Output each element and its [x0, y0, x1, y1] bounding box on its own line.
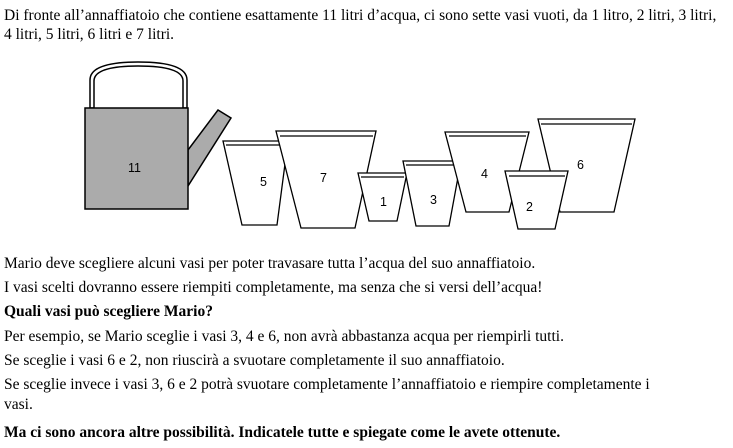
example-3-line-2: vasi. — [4, 396, 33, 413]
vase-5 — [223, 141, 288, 225]
vase-2 — [505, 171, 568, 229]
final-instruction: Ma ci sono ancora altre possibilità. Indicatele tutte e spiegate come le avete ottenute. — [4, 424, 561, 441]
vase-3-label: 3 — [430, 193, 437, 207]
watering-can-and-vases-illustration — [0, 55, 733, 245]
watering-can-label: 11 — [128, 161, 141, 175]
vase-4-label: 4 — [481, 167, 488, 181]
watering-can — [85, 62, 231, 209]
intro-text: Di fronte all’annaffiatoio che contiene esattamente 11 litri d’acqua, ci sono sette vasi vuoti, da 1 litro, 2 litri, 3 litri, 4 litri, 5 litri, 6 litri e 7 litri. — [4, 7, 717, 43]
paragraph-2: I vasi scelti dovranno essere riempiti completamente, ma senza che si versi dell’acqua! — [4, 279, 543, 296]
vase-7-label: 7 — [320, 171, 327, 185]
vase-6-label: 6 — [577, 158, 584, 172]
example-2: Se sceglie i vasi 6 e 2, non riuscirà a svuotare completamente il suo annaffiatoio. — [4, 352, 505, 369]
paragraph-1: Mario deve scegliere alcuni vasi per poter travasare tutta l’acqua del suo annaffiatoio. — [4, 255, 536, 272]
vase-5-label: 5 — [260, 175, 267, 189]
vase-2-label: 2 — [526, 200, 533, 214]
question-heading: Quali vasi può scegliere Mario? — [4, 303, 213, 320]
example-1: Per esempio, se Mario sceglie i vasi 3, 4 e 6, non avrà abbastanza acqua per riempirli tutti. — [4, 328, 564, 345]
example-3-line-1: Se sceglie invece i vasi 3, 6 e 2 potrà svuotare completamente l’annaffiatoio e riempire completamente i — [4, 376, 650, 393]
vase-1-label: 1 — [380, 195, 387, 209]
